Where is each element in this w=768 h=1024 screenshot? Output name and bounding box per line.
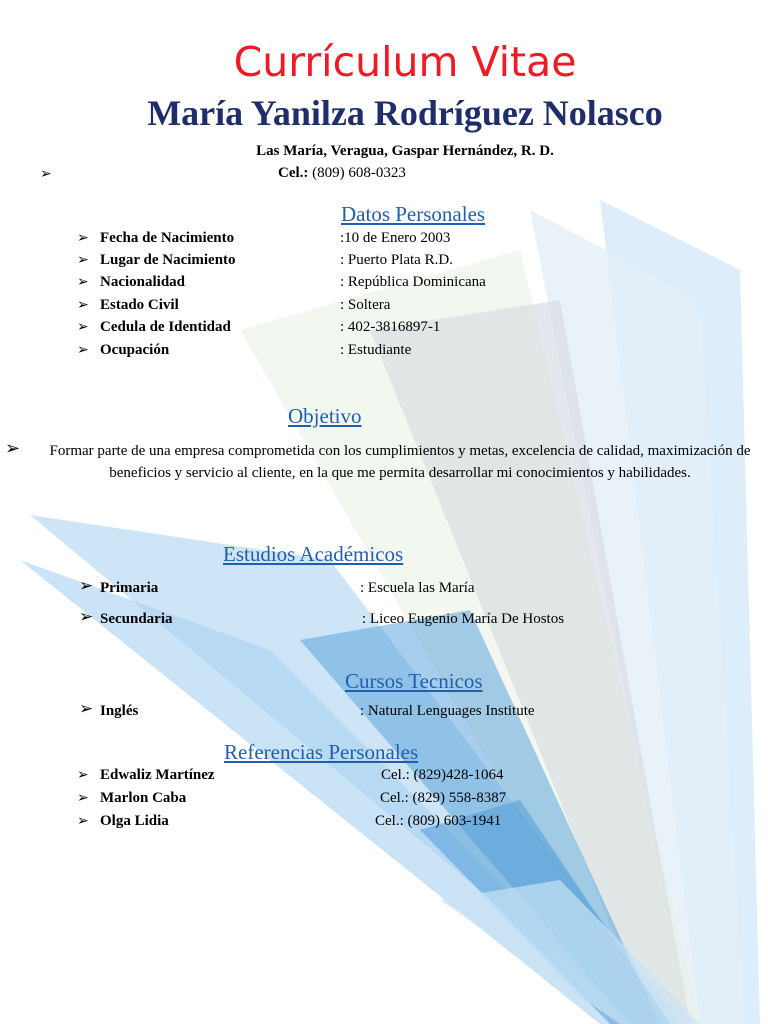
section-heading-objetivo: Objetivo — [288, 404, 362, 428]
section-heading-cursos: Cursos Tecnicos — [345, 669, 483, 693]
section-heading-estudios: Estudios Académicos — [223, 542, 404, 566]
arrow-bullet-icon: ➢ — [77, 319, 89, 335]
datos-value: : República Dominicana — [340, 274, 486, 290]
datos-value: : Estudiante — [340, 342, 412, 358]
section-heading-referencias: Referencias Personales — [224, 740, 419, 764]
referencia-name: Marlon Caba — [100, 790, 187, 806]
datos-value: :10 de Enero 2003 — [340, 230, 451, 246]
arrow-bullet-icon: ➢ — [79, 576, 94, 596]
datos-label: Fecha de Nacimiento — [100, 230, 235, 246]
estudios-label: Primaria — [100, 580, 159, 596]
arrow-bullet-icon: ➢ — [77, 813, 89, 829]
cursos-label: Inglés — [100, 703, 139, 719]
arrow-bullet-icon: ➢ — [77, 230, 89, 246]
datos-label: Nacionalidad — [100, 274, 186, 290]
estudios-label: Secundaria — [100, 611, 173, 627]
arrow-bullet-icon: ➢ — [77, 790, 89, 806]
phone-label: Cel.: — [278, 165, 309, 181]
arrow-bullet-icon: ➢ — [77, 274, 89, 290]
person-name: María Yanilza Rodríguez Nolasco — [147, 93, 663, 133]
arrow-bullet-icon: ➢ — [40, 166, 52, 182]
phone-line — [278, 165, 406, 182]
address: Las María, Veragua, Gaspar Hernández, R. D. — [256, 143, 554, 159]
referencia-phone: Cel.: (829) 558-8387 — [380, 790, 507, 806]
estudios-value: : Liceo Eugenio María De Hostos — [362, 611, 565, 627]
datos-label: Cedula de Identidad — [100, 319, 231, 335]
arrow-bullet-icon: ➢ — [79, 607, 94, 627]
arrow-bullet-icon: ➢ — [79, 699, 94, 719]
datos-value: : 402-3816897-1 — [340, 319, 441, 335]
arrow-bullet-icon: ➢ — [77, 252, 89, 268]
arrow-bullet-icon: ➢ — [77, 297, 89, 313]
datos-value: : Soltera — [340, 297, 391, 313]
referencia-phone: Cel.: (809) 603-1941 — [375, 813, 502, 829]
datos-value: : Puerto Plata R.D. — [340, 252, 453, 268]
referencia-name: Olga Lidia — [100, 813, 169, 829]
objetivo-text: Formar parte de una empresa comprometida con los cumplimientos y metas, excelencia de calidad, maximización de beneficios y servicio al cliente, en la que me permita desarrollar mi conocimientos y habilidades. — [49, 443, 751, 481]
phone-value: (809) 608-0323 — [308, 165, 406, 181]
referencia-phone: Cel.: (829)428-1064 — [381, 767, 504, 783]
cv-title: Currículum Vitae — [233, 38, 577, 86]
datos-label: Ocupación — [100, 342, 170, 358]
arrow-bullet-icon: ➢ — [5, 438, 21, 459]
section-heading-datos-personales: Datos Personales — [341, 202, 486, 226]
cursos-value: : Natural Lenguages Institute — [360, 703, 535, 719]
datos-label: Lugar de Nacimiento — [100, 252, 236, 268]
estudios-value: : Escuela las María — [360, 580, 475, 596]
arrow-bullet-icon: ➢ — [77, 342, 89, 358]
datos-label: Estado Civil — [100, 297, 179, 313]
arrow-bullet-icon: ➢ — [77, 767, 89, 783]
referencia-name: Edwaliz Martínez — [100, 767, 215, 783]
